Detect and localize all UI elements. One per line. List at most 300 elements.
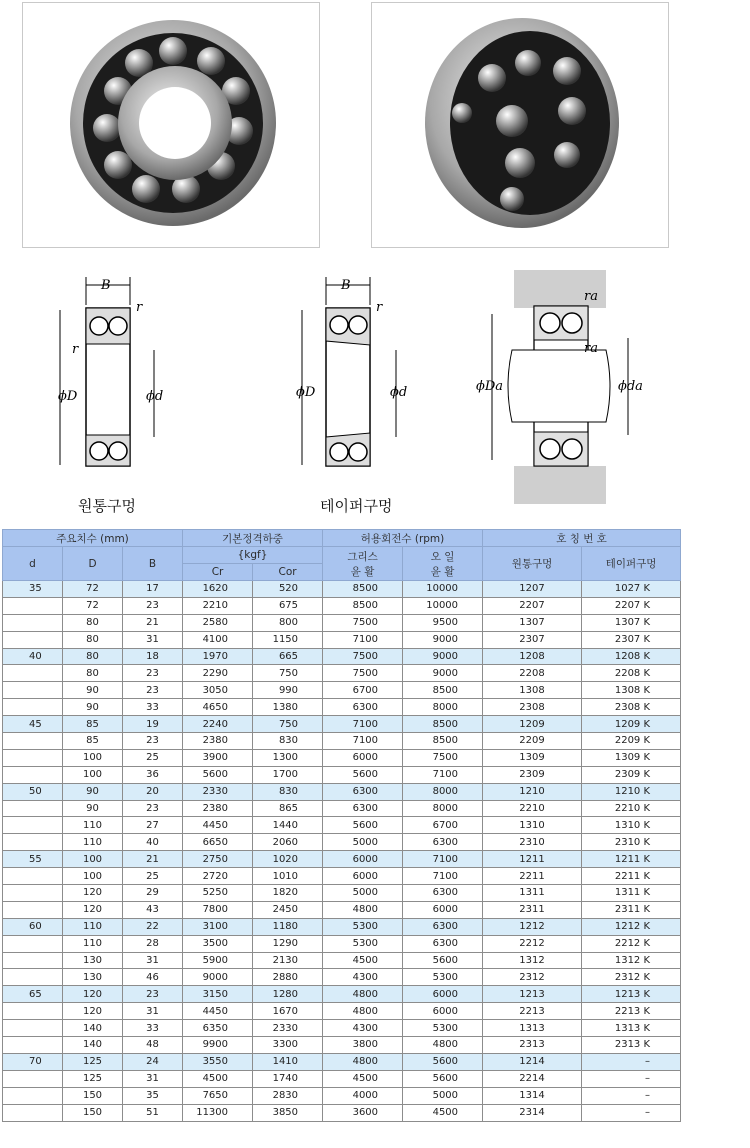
radius-ra-label: ra bbox=[584, 289, 598, 304]
table-cell: 6300 bbox=[403, 885, 483, 902]
table-cell: 31 bbox=[123, 631, 183, 648]
table-row bbox=[3, 1053, 681, 1070]
table-cell: 130 bbox=[63, 969, 123, 986]
table-cell: 1410 bbox=[253, 1053, 323, 1070]
table-cell: 120 bbox=[63, 1003, 123, 1020]
table-cell: 2307 bbox=[483, 631, 582, 648]
header-tapered: 테이퍼구멍 bbox=[582, 547, 681, 581]
header-oil: 오 일 윤 활 bbox=[403, 547, 483, 581]
table-cell: 5300 bbox=[323, 918, 403, 935]
table-cell: 5000 bbox=[403, 1087, 483, 1104]
table-cell: 50 bbox=[3, 783, 63, 800]
table-cell: 9000 bbox=[403, 665, 483, 682]
table-cell: 46 bbox=[123, 969, 183, 986]
table-cell: 3550 bbox=[183, 1053, 253, 1070]
table-cell: 5300 bbox=[323, 935, 403, 952]
table-cell: 3850 bbox=[253, 1104, 323, 1121]
table-cell: 4650 bbox=[183, 699, 253, 716]
header-D: D bbox=[63, 547, 123, 581]
table-cell: 23 bbox=[123, 986, 183, 1003]
table-cell: 2308 K bbox=[582, 699, 681, 716]
table-cell: 6000 bbox=[323, 749, 403, 766]
table-cell bbox=[3, 682, 63, 699]
table-cell: 5000 bbox=[323, 834, 403, 851]
table-cell bbox=[3, 952, 63, 969]
header-main-dimensions: 주요치수 (mm) bbox=[3, 530, 183, 547]
table-cell: 90 bbox=[63, 783, 123, 800]
table-cell bbox=[3, 1037, 63, 1054]
table-cell: 4800 bbox=[323, 1053, 403, 1070]
table-cell: 7500 bbox=[323, 648, 403, 665]
table-cell: 2210 bbox=[183, 597, 253, 614]
table-cell: 80 bbox=[63, 614, 123, 631]
table-cell: 2880 bbox=[253, 969, 323, 986]
table-cell: 35 bbox=[123, 1087, 183, 1104]
table-row bbox=[3, 783, 681, 800]
header-cylindrical: 원통구멍 bbox=[483, 547, 582, 581]
table-row bbox=[3, 901, 681, 918]
table-cell: 1180 bbox=[253, 918, 323, 935]
table-row bbox=[3, 1020, 681, 1037]
table-cell: 23 bbox=[123, 733, 183, 750]
dim-B-label: B bbox=[341, 278, 351, 293]
table-cell: 40 bbox=[123, 834, 183, 851]
table-row bbox=[3, 581, 681, 598]
table-cell: 8000 bbox=[403, 699, 483, 716]
table-cell: 1440 bbox=[253, 817, 323, 834]
table-cell: 1208 bbox=[483, 648, 582, 665]
table-cell: 2310 K bbox=[582, 834, 681, 851]
table-cell: 2211 K bbox=[582, 868, 681, 885]
table-cell: 3050 bbox=[183, 682, 253, 699]
table-cell: 5600 bbox=[403, 952, 483, 969]
table-cell: 18 bbox=[123, 648, 183, 665]
table-cell: 1214 bbox=[483, 1053, 582, 1070]
table-cell: 7650 bbox=[183, 1087, 253, 1104]
header-load-unit: {kgf} bbox=[183, 547, 323, 564]
header-d: d bbox=[3, 547, 63, 581]
table-row bbox=[3, 952, 681, 969]
dim-D-label: ϕD bbox=[58, 389, 78, 404]
table-cell: 4300 bbox=[323, 1020, 403, 1037]
table-cell: 3300 bbox=[253, 1037, 323, 1054]
table-cell: 4800 bbox=[323, 986, 403, 1003]
table-cell: 120 bbox=[63, 901, 123, 918]
table-cell: 3600 bbox=[323, 1104, 403, 1121]
table-cell: 125 bbox=[63, 1070, 123, 1087]
table-cell: 3100 bbox=[183, 918, 253, 935]
table-row bbox=[3, 918, 681, 935]
table-cell: 1027 K bbox=[582, 581, 681, 598]
table-row bbox=[3, 868, 681, 885]
table-cell: 31 bbox=[123, 1003, 183, 1020]
table-cell: 45 bbox=[3, 716, 63, 733]
radius-r-label: r bbox=[136, 300, 143, 315]
table-row bbox=[3, 699, 681, 716]
table-cell: 2210 K bbox=[582, 800, 681, 817]
table-cell: 7100 bbox=[323, 733, 403, 750]
table-cell: 23 bbox=[123, 800, 183, 817]
table-cell: 1209 bbox=[483, 716, 582, 733]
table-cell: 110 bbox=[63, 817, 123, 834]
table-cell: 1212 K bbox=[582, 918, 681, 935]
table-cell: 1150 bbox=[253, 631, 323, 648]
tapered-bore-caption: 테이퍼구멍 bbox=[320, 497, 393, 515]
table-cell: 7100 bbox=[323, 631, 403, 648]
cylindrical-bore-caption: 원통구멍 bbox=[78, 497, 136, 515]
table-cell: 1309 K bbox=[582, 749, 681, 766]
table-cell: 1312 K bbox=[582, 952, 681, 969]
table-cell bbox=[3, 1020, 63, 1037]
radius-r-label-2: r bbox=[72, 342, 79, 357]
table-cell: 4500 bbox=[183, 1070, 253, 1087]
table-cell: 5250 bbox=[183, 885, 253, 902]
table-cell: 6300 bbox=[403, 918, 483, 935]
header-cr: Cr bbox=[183, 564, 253, 581]
table-cell: 1308 bbox=[483, 682, 582, 699]
table-cell: 8500 bbox=[403, 733, 483, 750]
table-cell: 9000 bbox=[183, 969, 253, 986]
table-cell: 55 bbox=[3, 851, 63, 868]
table-cell: 2290 bbox=[183, 665, 253, 682]
header-grease: 그리스 윤 활 bbox=[323, 547, 403, 581]
table-row bbox=[3, 766, 681, 783]
table-cell bbox=[3, 1070, 63, 1087]
table-cell: 80 bbox=[63, 631, 123, 648]
table-cell: 2060 bbox=[253, 834, 323, 851]
table-row bbox=[3, 614, 681, 631]
table-cell: 2240 bbox=[183, 716, 253, 733]
table-cell: 2208 bbox=[483, 665, 582, 682]
tapered-bore-diagram bbox=[296, 275, 426, 525]
table-cell: 5300 bbox=[403, 1020, 483, 1037]
table-cell: 22 bbox=[123, 918, 183, 935]
table-cell: 27 bbox=[123, 817, 183, 834]
mounting-diagram bbox=[474, 270, 654, 520]
table-cell: 1380 bbox=[253, 699, 323, 716]
table-row bbox=[3, 935, 681, 952]
table-cell: 80 bbox=[63, 665, 123, 682]
table-cell: 2213 K bbox=[582, 1003, 681, 1020]
table-cell: 90 bbox=[63, 682, 123, 699]
table-cell: 5300 bbox=[403, 969, 483, 986]
table-cell bbox=[3, 733, 63, 750]
table-cell: 17 bbox=[123, 581, 183, 598]
table-cell: 9900 bbox=[183, 1037, 253, 1054]
table-cell: 90 bbox=[63, 800, 123, 817]
table-cell: 5600 bbox=[323, 817, 403, 834]
table-cell: 2380 bbox=[183, 800, 253, 817]
table-cell: 1970 bbox=[183, 648, 253, 665]
bearing-photo-angled bbox=[371, 2, 669, 248]
table-cell: 7100 bbox=[403, 851, 483, 868]
cylindrical-bore-diagram bbox=[58, 275, 188, 525]
table-cell: 5600 bbox=[403, 1070, 483, 1087]
table-cell bbox=[3, 901, 63, 918]
table-cell: 2310 bbox=[483, 834, 582, 851]
table-cell: 1208 K bbox=[582, 648, 681, 665]
table-cell: 1820 bbox=[253, 885, 323, 902]
table-cell: 4800 bbox=[403, 1037, 483, 1054]
table-cell: 4450 bbox=[183, 817, 253, 834]
table-row bbox=[3, 1070, 681, 1087]
table-cell: 2313 bbox=[483, 1037, 582, 1054]
table-cell: 1290 bbox=[253, 935, 323, 952]
table-cell: 80 bbox=[63, 648, 123, 665]
table-cell: 2330 bbox=[183, 783, 253, 800]
table-cell bbox=[3, 631, 63, 648]
table-cell bbox=[3, 1003, 63, 1020]
table-cell bbox=[3, 766, 63, 783]
table-cell: 2308 bbox=[483, 699, 582, 716]
table-cell: 6000 bbox=[403, 986, 483, 1003]
table-row bbox=[3, 851, 681, 868]
table-cell: 1313 K bbox=[582, 1020, 681, 1037]
table-cell: 60 bbox=[3, 918, 63, 935]
table-cell: 21 bbox=[123, 851, 183, 868]
header-speed: 허용회전수 (rpm) bbox=[323, 530, 483, 547]
table-row bbox=[3, 749, 681, 766]
table-cell: 2450 bbox=[253, 901, 323, 918]
table-cell bbox=[3, 597, 63, 614]
table-cell: 4450 bbox=[183, 1003, 253, 1020]
table-cell bbox=[3, 969, 63, 986]
header-load-rating: 기본정격하중 bbox=[183, 530, 323, 547]
table-cell: 110 bbox=[63, 834, 123, 851]
table-cell: 10000 bbox=[403, 597, 483, 614]
table-cell bbox=[3, 800, 63, 817]
table-cell: 4500 bbox=[403, 1104, 483, 1121]
table-row bbox=[3, 800, 681, 817]
table-cell: 750 bbox=[253, 716, 323, 733]
dim-B-label: B bbox=[101, 278, 111, 293]
table-cell: 1308 K bbox=[582, 682, 681, 699]
table-cell: 1300 bbox=[253, 749, 323, 766]
table-cell: 7500 bbox=[403, 749, 483, 766]
table-cell: 1213 K bbox=[582, 986, 681, 1003]
table-cell: 1309 bbox=[483, 749, 582, 766]
dim-d-label: ϕd bbox=[146, 389, 164, 404]
header-cor: Cor bbox=[253, 564, 323, 581]
table-row bbox=[3, 817, 681, 834]
table-row bbox=[3, 1087, 681, 1104]
table-cell: 1211 bbox=[483, 851, 582, 868]
table-row bbox=[3, 597, 681, 614]
dim-d-label: ϕd bbox=[390, 385, 408, 400]
radius-r-label: r bbox=[376, 300, 383, 315]
table-cell: 7100 bbox=[403, 766, 483, 783]
table-cell: 1020 bbox=[253, 851, 323, 868]
table-cell: 1307 K bbox=[582, 614, 681, 631]
table-cell: 28 bbox=[123, 935, 183, 952]
table-row bbox=[3, 716, 681, 733]
table-cell: 830 bbox=[253, 783, 323, 800]
table-cell: 90 bbox=[63, 699, 123, 716]
table-cell: 72 bbox=[63, 581, 123, 598]
table-cell: 750 bbox=[253, 665, 323, 682]
table-cell: 2130 bbox=[253, 952, 323, 969]
table-cell: 33 bbox=[123, 699, 183, 716]
table-cell: 21 bbox=[123, 614, 183, 631]
table-cell: 5600 bbox=[183, 766, 253, 783]
table-cell: 31 bbox=[123, 952, 183, 969]
table-cell: 1670 bbox=[253, 1003, 323, 1020]
table-cell: 2580 bbox=[183, 614, 253, 631]
table-cell: 20 bbox=[123, 783, 183, 800]
table-cell: 6000 bbox=[323, 868, 403, 885]
table-cell: 2309 bbox=[483, 766, 582, 783]
table-cell: 120 bbox=[63, 986, 123, 1003]
table-cell: 1210 K bbox=[582, 783, 681, 800]
table-cell: 29 bbox=[123, 885, 183, 902]
table-cell: 110 bbox=[63, 918, 123, 935]
table-cell: 865 bbox=[253, 800, 323, 817]
table-cell: 130 bbox=[63, 952, 123, 969]
table-row bbox=[3, 885, 681, 902]
table-cell: 120 bbox=[63, 885, 123, 902]
table-cell: 2212 bbox=[483, 935, 582, 952]
table-cell: 4800 bbox=[323, 1003, 403, 1020]
table-cell: 2309 K bbox=[582, 766, 681, 783]
table-cell: 1700 bbox=[253, 766, 323, 783]
table-cell: 2330 bbox=[253, 1020, 323, 1037]
table-cell: 1212 bbox=[483, 918, 582, 935]
table-cell: 1311 K bbox=[582, 885, 681, 902]
table-cell: 140 bbox=[63, 1020, 123, 1037]
table-cell: 2307 K bbox=[582, 631, 681, 648]
table-cell: 6700 bbox=[403, 817, 483, 834]
table-cell: 830 bbox=[253, 733, 323, 750]
table-cell: 6300 bbox=[323, 783, 403, 800]
table-cell: 9500 bbox=[403, 614, 483, 631]
table-cell: 2213 bbox=[483, 1003, 582, 1020]
table-cell: 2209 bbox=[483, 733, 582, 750]
table-cell: – bbox=[582, 1053, 681, 1070]
table-cell: 2311 K bbox=[582, 901, 681, 918]
table-cell: 1310 K bbox=[582, 817, 681, 834]
table-cell: 2380 bbox=[183, 733, 253, 750]
table-cell: 43 bbox=[123, 901, 183, 918]
table-cell: 65 bbox=[3, 986, 63, 1003]
table-cell: 85 bbox=[63, 716, 123, 733]
table-cell: 7500 bbox=[323, 665, 403, 682]
table-cell: 4500 bbox=[323, 952, 403, 969]
table-cell: 6700 bbox=[323, 682, 403, 699]
table-cell: 6300 bbox=[323, 699, 403, 716]
table-cell: 100 bbox=[63, 766, 123, 783]
table-cell: 6650 bbox=[183, 834, 253, 851]
table-cell: 1620 bbox=[183, 581, 253, 598]
table-cell: 9000 bbox=[403, 631, 483, 648]
table-cell: 2313 K bbox=[582, 1037, 681, 1054]
table-cell bbox=[3, 665, 63, 682]
table-cell: 2210 bbox=[483, 800, 582, 817]
table-cell: 2750 bbox=[183, 851, 253, 868]
table-cell: 5000 bbox=[323, 885, 403, 902]
table-cell: 2209 K bbox=[582, 733, 681, 750]
table-cell: 23 bbox=[123, 597, 183, 614]
table-cell: 100 bbox=[63, 851, 123, 868]
table-row bbox=[3, 986, 681, 1003]
table-cell: 2207 bbox=[483, 597, 582, 614]
table-cell: 100 bbox=[63, 868, 123, 885]
table-cell: 4300 bbox=[323, 969, 403, 986]
bearing-spec-table bbox=[2, 529, 681, 1122]
table-row bbox=[3, 682, 681, 699]
table-cell: 25 bbox=[123, 749, 183, 766]
table-cell: 2314 bbox=[483, 1104, 582, 1121]
table-row bbox=[3, 834, 681, 851]
table-row bbox=[3, 969, 681, 986]
bearing-photo-front bbox=[22, 2, 320, 248]
table-cell: 125 bbox=[63, 1053, 123, 1070]
dim-D-label: ϕD bbox=[296, 385, 316, 400]
table-cell: 1307 bbox=[483, 614, 582, 631]
table-cell: 2211 bbox=[483, 868, 582, 885]
header-designation: 호 칭 번 호 bbox=[483, 530, 681, 547]
dim-Da-label: ϕDa bbox=[476, 379, 504, 394]
table-cell: 7100 bbox=[323, 716, 403, 733]
table-cell: 1313 bbox=[483, 1020, 582, 1037]
header-B: B bbox=[123, 547, 183, 581]
table-cell: 48 bbox=[123, 1037, 183, 1054]
table-cell: 1210 bbox=[483, 783, 582, 800]
table-cell: 11300 bbox=[183, 1104, 253, 1121]
table-cell: – bbox=[582, 1087, 681, 1104]
table-cell: 6000 bbox=[403, 901, 483, 918]
table-cell: 150 bbox=[63, 1087, 123, 1104]
table-cell: 36 bbox=[123, 766, 183, 783]
table-cell: 2830 bbox=[253, 1087, 323, 1104]
table-cell: 2207 K bbox=[582, 597, 681, 614]
table-cell: 1310 bbox=[483, 817, 582, 834]
table-cell: 1311 bbox=[483, 885, 582, 902]
table-cell: 2311 bbox=[483, 901, 582, 918]
table-cell: 5600 bbox=[323, 766, 403, 783]
table-cell: 33 bbox=[123, 1020, 183, 1037]
table-cell bbox=[3, 1087, 63, 1104]
table-cell bbox=[3, 1104, 63, 1121]
table-cell: 6300 bbox=[403, 935, 483, 952]
table-cell: 31 bbox=[123, 1070, 183, 1087]
table-cell: 2720 bbox=[183, 868, 253, 885]
table-cell: 990 bbox=[253, 682, 323, 699]
table-cell: 6300 bbox=[323, 800, 403, 817]
table-cell: 6350 bbox=[183, 1020, 253, 1037]
table-cell: 4100 bbox=[183, 631, 253, 648]
table-cell: 8500 bbox=[403, 716, 483, 733]
table-cell: 72 bbox=[63, 597, 123, 614]
table-cell: 23 bbox=[123, 682, 183, 699]
dim-da-label: ϕda bbox=[618, 379, 643, 394]
table-row bbox=[3, 733, 681, 750]
table-row bbox=[3, 665, 681, 682]
table-cell: 3800 bbox=[323, 1037, 403, 1054]
table-cell: – bbox=[582, 1070, 681, 1087]
table-cell: 1280 bbox=[253, 986, 323, 1003]
table-cell: 8000 bbox=[403, 783, 483, 800]
table-row bbox=[3, 1104, 681, 1121]
table-cell: 4000 bbox=[323, 1087, 403, 1104]
table-cell: 665 bbox=[253, 648, 323, 665]
table-cell: – bbox=[582, 1104, 681, 1121]
table-row bbox=[3, 648, 681, 665]
table-cell: 8500 bbox=[323, 581, 403, 598]
table-cell: 7100 bbox=[403, 868, 483, 885]
table-cell: 6300 bbox=[403, 834, 483, 851]
table-cell: 51 bbox=[123, 1104, 183, 1121]
table-cell: 6000 bbox=[323, 851, 403, 868]
